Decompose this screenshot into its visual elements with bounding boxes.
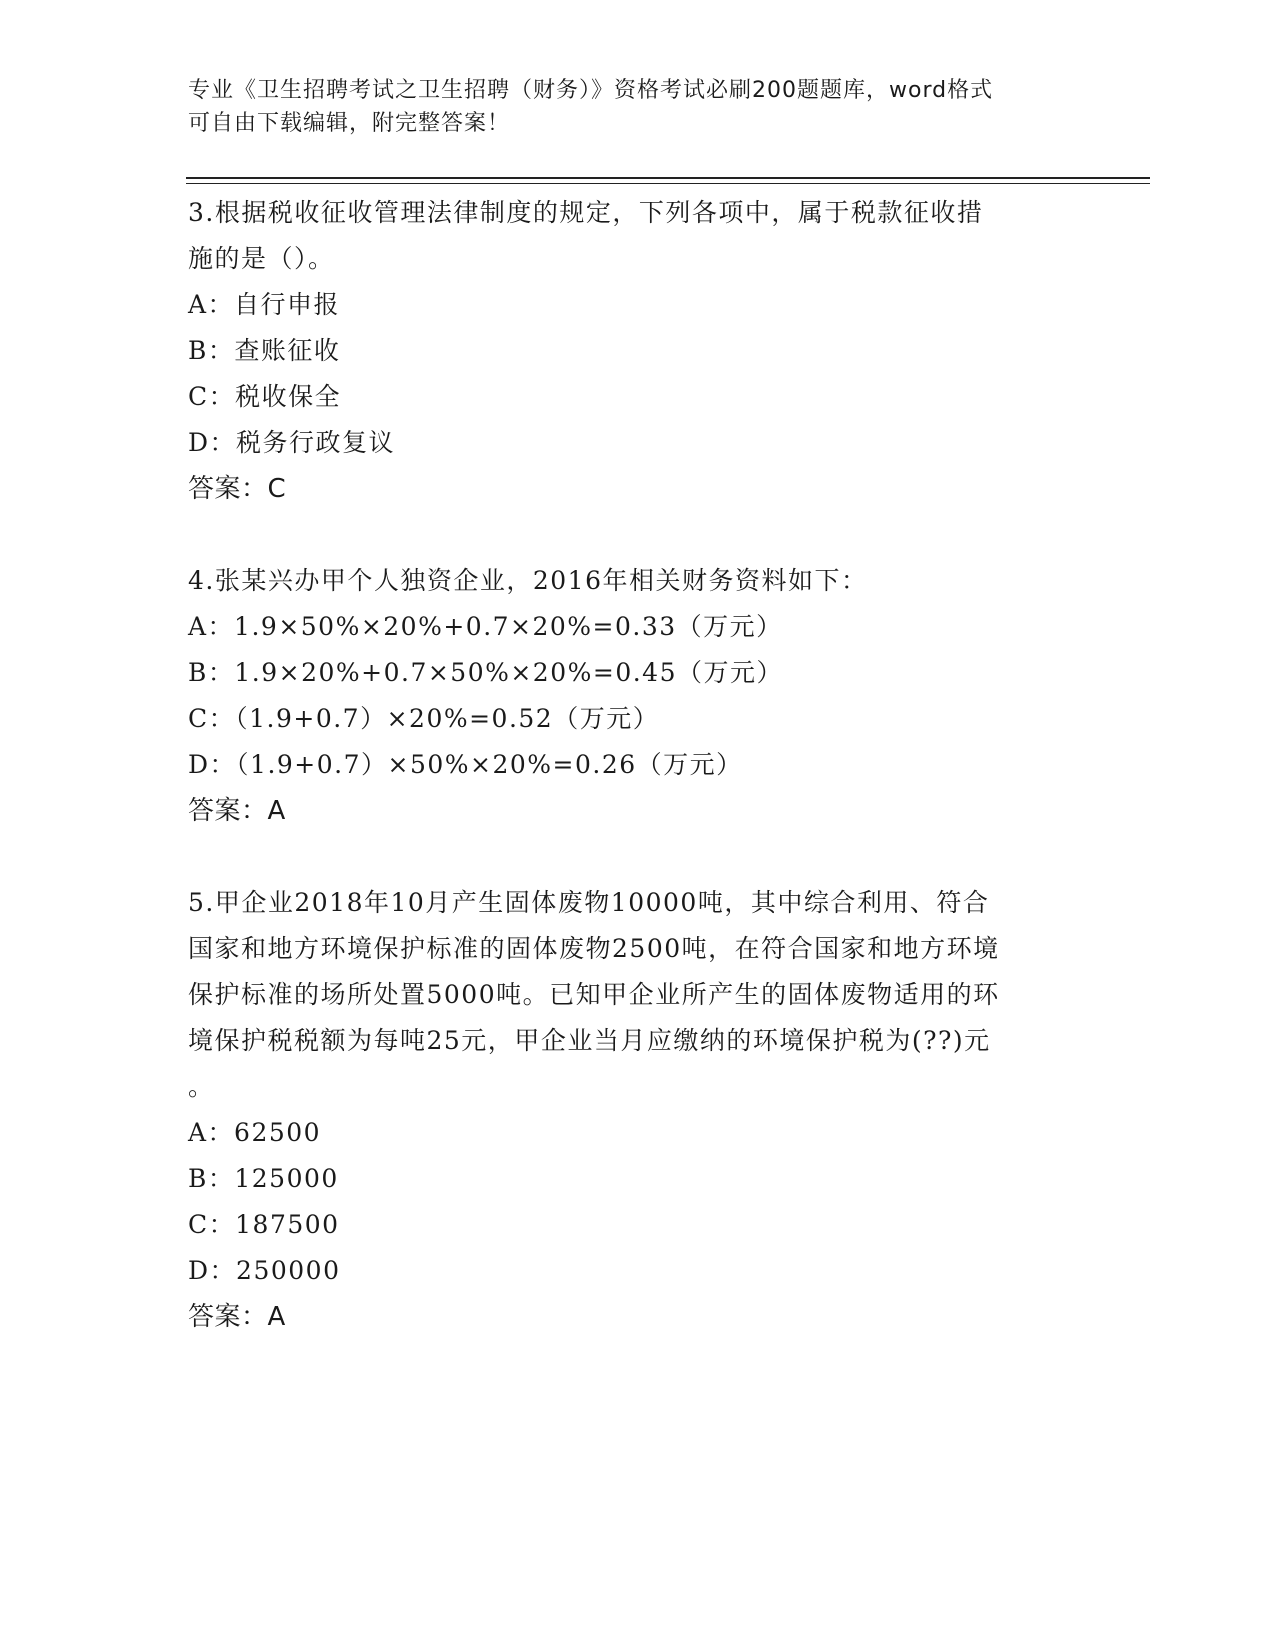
question-stem-line: 3.根据税收征收管理法律制度的规定，下列各项中，属于税款征收措: [188, 198, 984, 227]
option-d: D：税务行政复议: [188, 428, 396, 457]
header-line-1: 专业《卫生招聘考试之卫生招聘（财务）》资格考试必刷200题题库，word格式: [188, 78, 994, 103]
question-stem-line: 国家和地方环境保护标准的固体废物2500吨，在符合国家和地方环境: [188, 934, 1000, 963]
option-a: A：1.9×50%×20%+0.7×20%=0.33（万元）: [188, 612, 783, 641]
question-3: [188, 190, 1088, 512]
answer-label: 答案：A: [188, 796, 286, 826]
question-stem-line: 4.张某兴办甲个人独资企业，2016年相关财务资料如下：: [188, 566, 868, 595]
option-c: C：（1.9+0.7）×20%=0.52（万元）: [188, 704, 660, 733]
option-c: C：税收保全: [188, 382, 342, 411]
question-stem-line: 境保护税税额为每吨25元，甲企业当月应缴纳的环境保护税为(??)元: [188, 1026, 991, 1055]
question-list: [188, 190, 1088, 1340]
option-a: A：自行申报: [188, 290, 341, 319]
option-b: B：查账征收: [188, 336, 341, 365]
header-line-2: 可自由下载编辑，附完整答案！: [188, 111, 511, 136]
option-a: A：62500: [188, 1118, 322, 1147]
answer-label: 答案：A: [188, 1302, 286, 1332]
question-stem-line: 保护标准的场所处置5000吨。已知甲企业所产生的固体废物适用的环: [188, 980, 1000, 1009]
option-c: C：187500: [188, 1210, 340, 1239]
header-divider-thin: [186, 183, 1150, 184]
option-d: D：250000: [188, 1256, 341, 1285]
question-4: [188, 558, 1088, 834]
header-divider: [186, 177, 1150, 179]
document-header: [188, 74, 1068, 140]
question-5: [188, 880, 1088, 1340]
answer-label: 答案：C: [188, 474, 287, 504]
question-stem-line: 。: [188, 1072, 215, 1101]
question-stem-line: 5.甲企业2018年10月产生固体废物10000吨，其中综合利用、符合: [188, 888, 990, 917]
option-b: B：125000: [188, 1164, 339, 1193]
question-stem-line: 施的是（）。: [188, 244, 335, 273]
option-d: D：（1.9+0.7）×50%×20%=0.26（万元）: [188, 750, 743, 779]
option-b: B：1.9×20%+0.7×50%×20%=0.45（万元）: [188, 658, 783, 687]
